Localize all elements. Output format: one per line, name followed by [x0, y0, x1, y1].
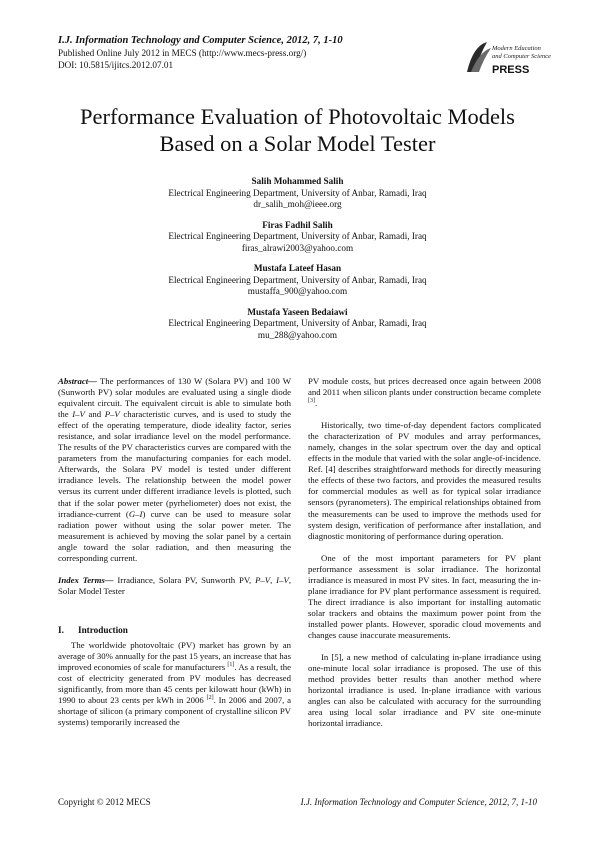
citation: [3]	[308, 398, 315, 405]
logo-sub-text: and Computer Science	[492, 53, 551, 60]
body-paragraph: In [5], a new method of calculating in-plane irradiance using one-minute local solar irradiance is proposed. The use of this method provides better results than another method where horizontal irradiance is used. In-plane irradiance with various angles can also be calculated with accuracy for the surrounding area using local solar irradiance and PV site one-minute horizontal irradiance.	[308, 652, 541, 729]
author-4	[80, 307, 515, 342]
author-email: mustaffa_900@yahoo.com	[247, 286, 348, 296]
footer-copyright: Copyright © 2012 MECS	[58, 797, 151, 807]
citation: [2]	[206, 695, 214, 702]
citation: [1]	[227, 662, 235, 669]
section-heading-introduction	[58, 625, 291, 636]
author-1	[80, 176, 515, 211]
logo-top-text: Modern Education	[492, 45, 541, 52]
mecs-logo-icon	[465, 38, 551, 78]
body-paragraph	[308, 376, 541, 409]
body-paragraph: Historically, two time-of-day dependent factors complicated the characterization of PV modules and array performances, namely, changes in the solar spectrum over the day and optical effects in the module that varied with the solar angle-of-incidence. Ref. [4] describes straightforward methods for directly measuring the effects of these two factors, and provides the measured results for commercial modules as well as for typical solar irradiance sensors (pyranometers). The empirical relationships obtained from the measurements can be used to improve the methods used for system design, verification of performance after installation, and diagnostic monitoring of performance during operation.	[308, 420, 541, 541]
publication-info: Published Online July 2012 in MECS (http://www.mecs-press.org/)	[58, 48, 307, 58]
body-text: The worldwide photovoltaic (PV) market has grown by an average of 30% annually for the past 15 years, an increase that has improved economies of scale for manufacturers	[58, 639, 291, 673]
author-affiliation: Electrical Engineering Department, University of Anbar, Ramadi, Iraq	[168, 231, 427, 241]
body-text: . In 2006 and 2007, a shortage of silicon (a primary component of crystalline silicon PV systems) temporarily increased the	[58, 695, 291, 728]
author-3	[80, 263, 515, 298]
author-email: firas_alrawi2003@yahoo.com	[241, 242, 354, 253]
author-name: Mustafa Yaseen Bedaiawi	[247, 306, 348, 317]
abstract-text: and	[84, 409, 105, 420]
intro-paragraph	[58, 640, 291, 728]
section-number: I.	[58, 624, 64, 635]
abstract-text: The performances of 130 W (Solara PV) and 100 W (Sunworth PV) solar modules are evaluated using a single diode equivalent circuit. The equivalent circuit is able to simulate both the	[58, 376, 291, 420]
doi: DOI: 10.5815/ijitcs.2012.07.01	[58, 60, 174, 70]
title-line-2: Based on a Solar Model Tester	[159, 131, 436, 156]
author-name: Mustafa Lateef Hasan	[253, 263, 342, 273]
footer-journal: I.J. Information Technology and Computer Science, 2012, 7, 1-10	[300, 797, 537, 807]
logo-mark: PRESS	[492, 64, 530, 76]
body-text: PV module costs, but prices decreased once again between 2008 and 2011 when silicon plants under construction became complete	[308, 376, 541, 398]
journal-name: I.J. Information Technology and Computer Science, 2012, 7, 1-10	[58, 35, 343, 46]
abstract-iv: I–V	[72, 409, 85, 420]
paper-title	[40, 103, 555, 157]
abstract-pv: P–V	[104, 409, 120, 420]
left-column	[58, 376, 291, 728]
author-name: Salih Mohammed Salih	[251, 176, 344, 186]
title-line-1: Performance Evaluation of Photovoltaic Models	[80, 104, 515, 129]
body-text: .	[315, 398, 318, 409]
right-column	[308, 376, 541, 729]
abstract-gi: G–I	[128, 508, 143, 519]
abstract-text: characteristic curves, and is used to study the effect of the operating temperature, diode ideality factor, series resistance, and solar irradiance level on the model performance. The results of the PV characteristics curves are compared with the parameters from the manufacturing companies for each model. Afterwards, the Solara PV model is tested under different irradiance levels. The relationship between the model power versus its current under different irradiance levels is plotted, such that if the solar power meter (pyrheliometer) does not exist, the irradiance-current (	[58, 409, 291, 519]
author-email: mu_288@yahoo.com	[257, 329, 338, 340]
author-2	[80, 220, 515, 255]
index-terms-text: Irradiance, Solara PV, Sunworth PV,	[113, 574, 256, 585]
publisher-logo	[465, 38, 551, 78]
index-terms-label: Index Terms—	[58, 574, 114, 585]
author-affiliation: Electrical Engineering Department, University of Anbar, Ramadi, Iraq	[168, 274, 427, 285]
index-terms	[58, 575, 291, 597]
body-text: . As a result, the cost of electricity generated from PV modules has decreased significantly, from more than 45 cents per kilowatt hour (kWh) in 1990 to about 23 cents per kWh in 2006	[58, 662, 291, 706]
author-block	[80, 176, 515, 350]
abstract-label: Abstract—	[58, 376, 97, 386]
author-name: Firas Fadhil Salih	[262, 219, 333, 230]
body-paragraph: One of the most important parameters for PV plant performance assessment is solar irradiance. The horizontal irradiance is measured in most PV sites. In fact, measuring the in-plane irradiance for PV plant performance assessment is required. The direct irradiance is also important for installing automatic solar trackers and obtains the maximum power point from the installed power plants. However, sporadic cloud movements and changes cause inaccurate measurements.	[308, 552, 541, 640]
abstract-text: ) curve can be used to measure solar radiation power without using the solar power meter. The measurement is achieved by moving the solar panel by a certain angle toward the solar radiation, and then measuring the corresponding current.	[58, 508, 291, 563]
author-affiliation: Electrical Engineering Department, University of Anbar, Ramadi, Iraq	[168, 318, 427, 328]
section-title: Introduction	[78, 624, 128, 635]
index-terms-text: , Solar Model Tester	[58, 574, 291, 596]
index-terms-pv: P–V	[255, 574, 271, 585]
author-email: dr_salih_moh@ieee.org	[253, 199, 342, 209]
author-affiliation: Electrical Engineering Department, University of Anbar, Ramadi, Iraq	[168, 187, 427, 198]
abstract	[58, 376, 291, 564]
journal-header	[58, 34, 388, 71]
index-terms-iv: I–V	[276, 574, 289, 585]
index-terms-text: ,	[270, 574, 277, 585]
